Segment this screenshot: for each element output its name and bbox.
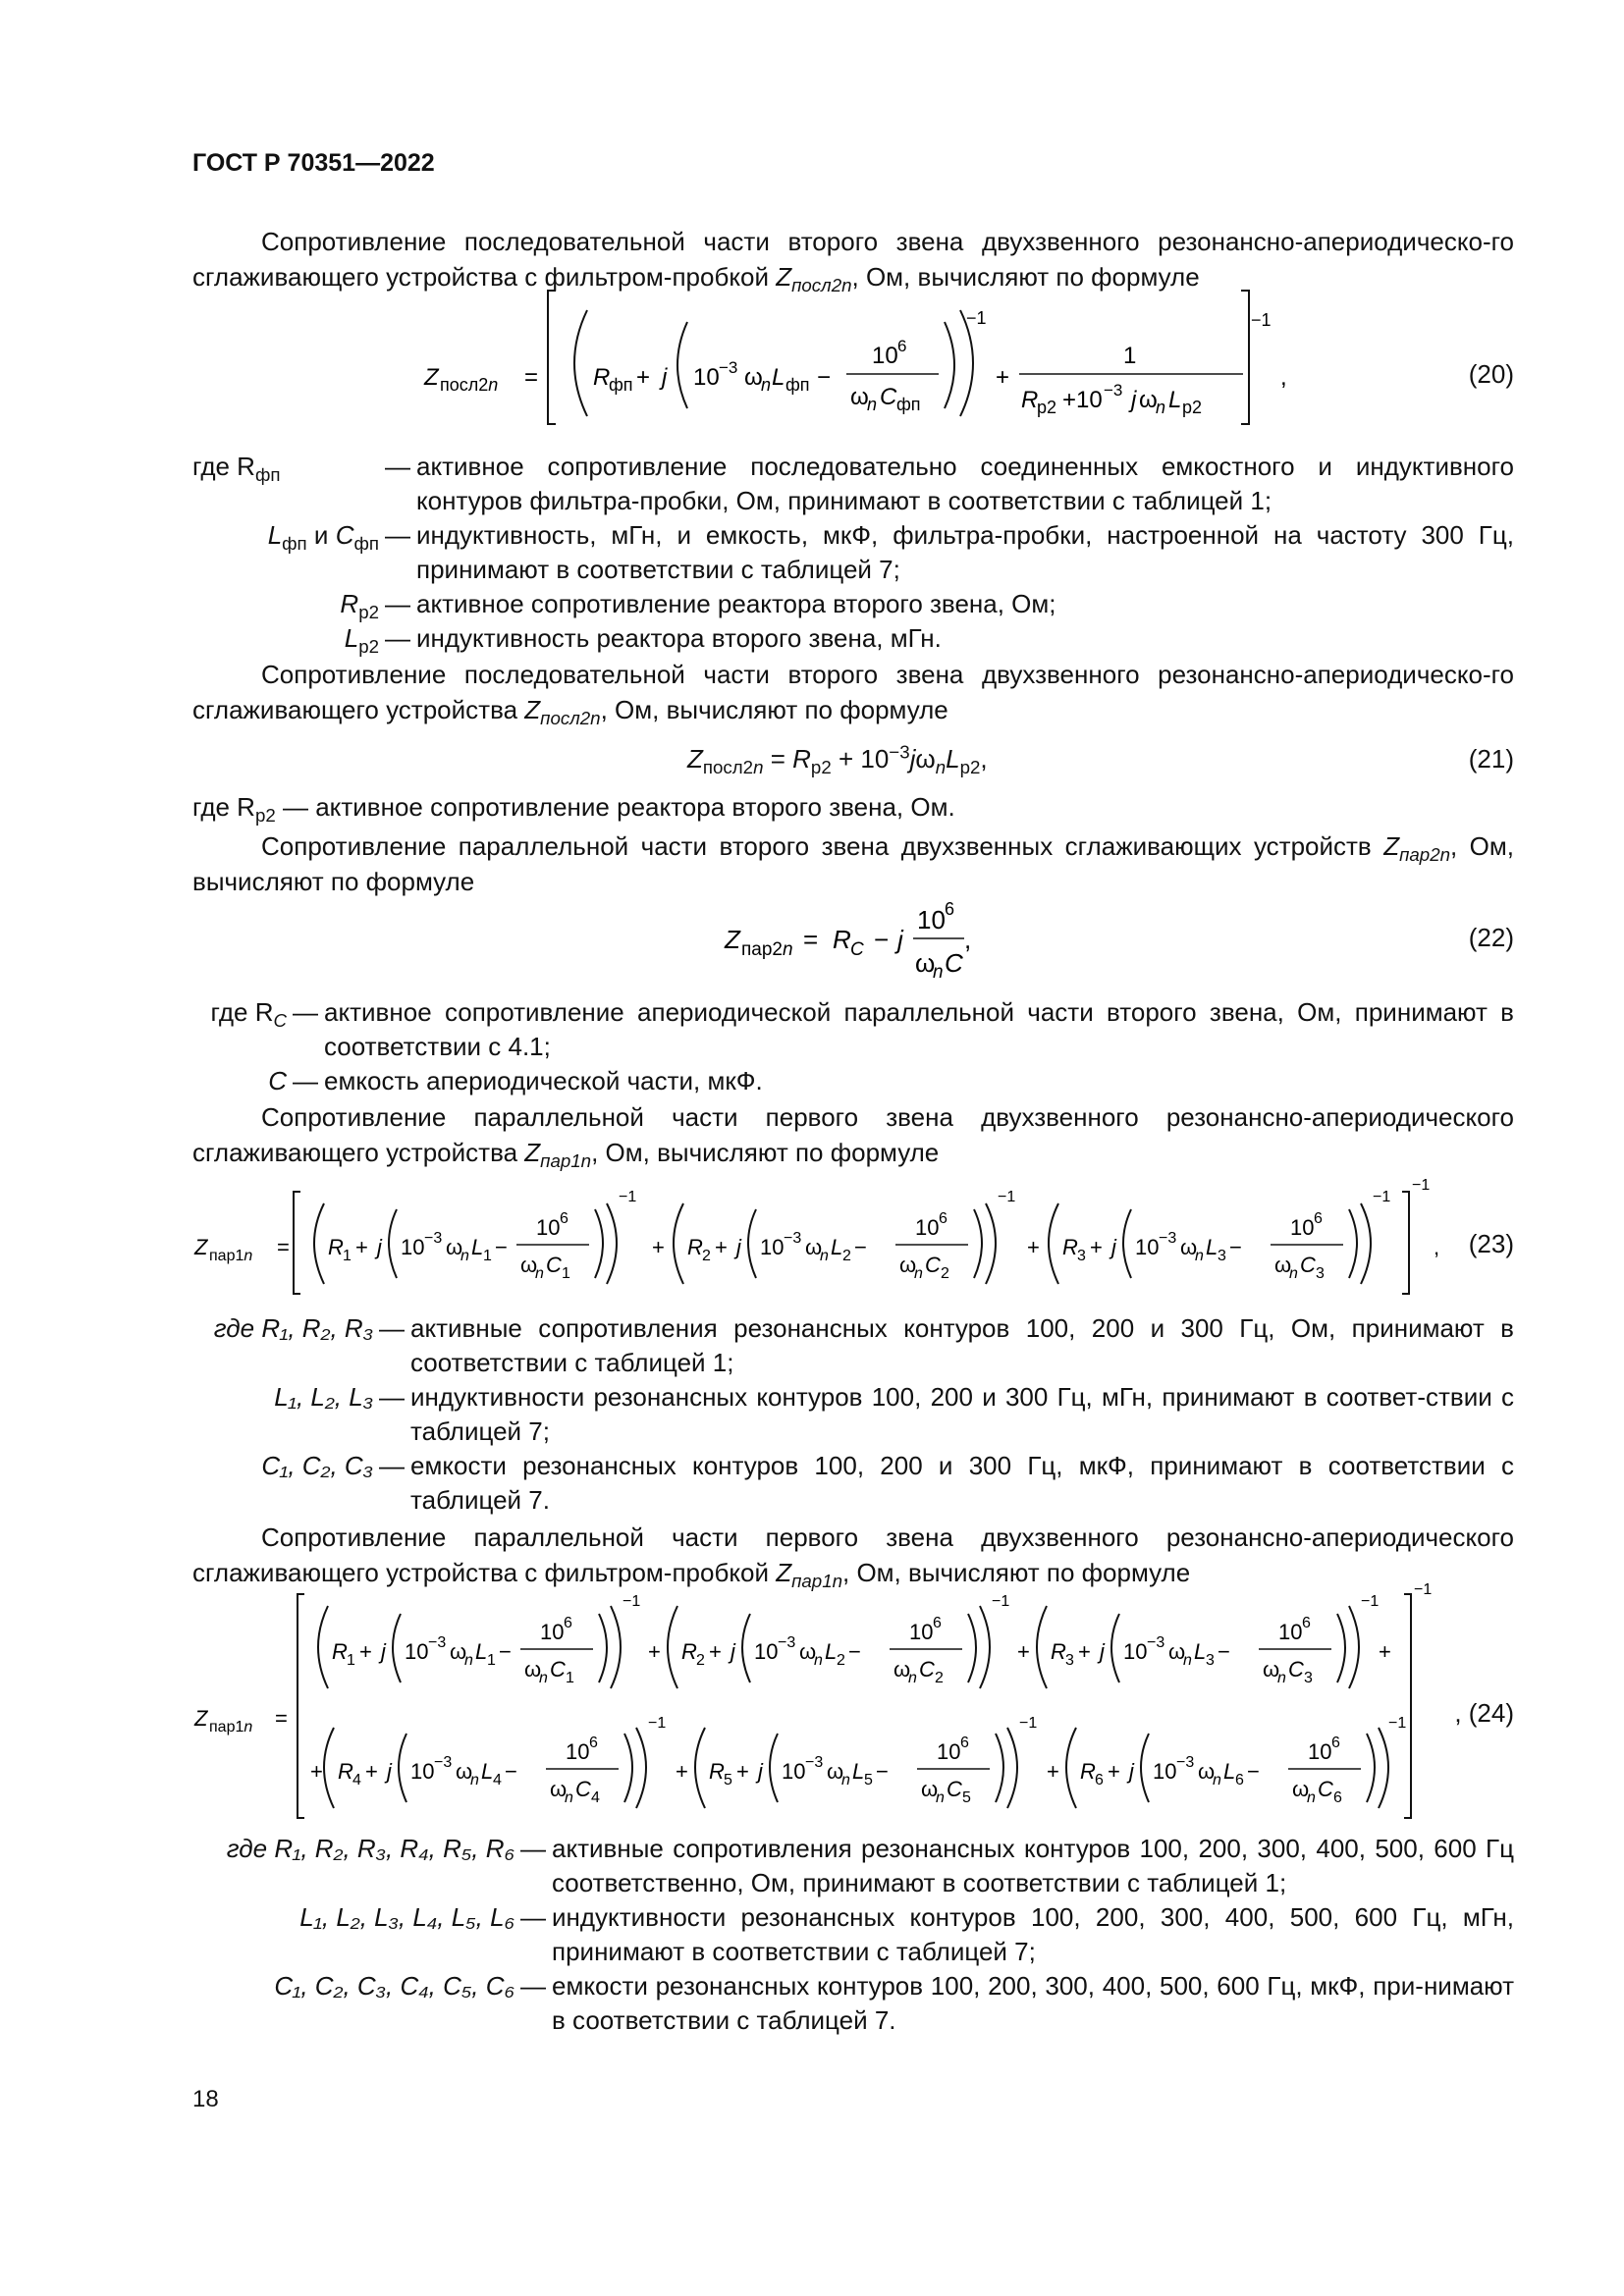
where-21-term-sub: р2 bbox=[254, 805, 276, 827]
svg-text:L: L bbox=[825, 1639, 838, 1664]
paragraph-3-text: Сопротивление параллельной части второго звена двухзвенных сглаживающих устройств bbox=[261, 831, 1384, 861]
svg-text:C: C bbox=[1288, 1657, 1304, 1682]
svg-text:Z: Z bbox=[194, 1706, 208, 1731]
svg-text:+: + bbox=[310, 1759, 323, 1784]
svg-text:+: + bbox=[636, 364, 651, 391]
paragraph-1-tail: , Ом, вычисляют по формуле bbox=[851, 262, 1200, 292]
svg-text:L: L bbox=[481, 1759, 494, 1784]
svg-text:n: n bbox=[535, 1265, 544, 1282]
svg-text:+: + bbox=[1017, 1639, 1030, 1664]
svg-text:j: j bbox=[1100, 1639, 1105, 1664]
svg-text:n: n bbox=[867, 395, 878, 414]
svg-text:+: + bbox=[648, 1639, 661, 1664]
svg-text:−: − bbox=[1247, 1759, 1260, 1784]
svg-text:1: 1 bbox=[566, 1670, 574, 1686]
svg-text:6: 6 bbox=[933, 1615, 942, 1631]
svg-text:C: C bbox=[919, 1657, 935, 1682]
svg-text:−1: −1 bbox=[966, 308, 987, 328]
svg-text:6: 6 bbox=[1095, 1772, 1104, 1789]
svg-text:L: L bbox=[831, 1235, 843, 1259]
svg-text:n: n bbox=[814, 1652, 823, 1669]
svg-text:−1: −1 bbox=[1251, 310, 1272, 330]
page-number: 18 bbox=[192, 2086, 219, 2112]
svg-text:3: 3 bbox=[1065, 1652, 1074, 1669]
paragraph-1-text: Сопротивление последовательной части второго звена двухзвенного резонансно-апериодическо-го сглаживающего устройства с фильтром-пробкой bbox=[192, 227, 1514, 292]
svg-text:−3: −3 bbox=[805, 1754, 824, 1771]
equation-23-number: (23) bbox=[1468, 1229, 1514, 1258]
where-22-desc-1: активное сопротивление апериодической параллельной части второго звена, Ом, принимают в соответствии с 4.1; bbox=[324, 997, 1514, 1061]
paragraph-2-symbol: Z bbox=[524, 695, 541, 724]
svg-text:C: C bbox=[925, 1253, 941, 1277]
svg-text:10: 10 bbox=[405, 1639, 429, 1664]
svg-text:−: − bbox=[874, 925, 890, 954]
svg-text:ω: ω bbox=[550, 1777, 568, 1801]
svg-text:=: = bbox=[275, 1706, 288, 1731]
em-dash: — bbox=[385, 452, 410, 481]
svg-text:−1: −1 bbox=[1388, 1715, 1407, 1732]
em-dash: — bbox=[379, 1451, 405, 1480]
svg-text:2: 2 bbox=[696, 1652, 705, 1669]
svg-text:6: 6 bbox=[939, 1210, 947, 1227]
svg-text:−1: −1 bbox=[619, 1189, 637, 1205]
svg-text:6: 6 bbox=[897, 337, 907, 355]
svg-text:1: 1 bbox=[487, 1652, 496, 1669]
svg-text:n: n bbox=[1195, 1248, 1204, 1264]
svg-text:C: C bbox=[1318, 1777, 1333, 1801]
svg-text:3: 3 bbox=[1218, 1248, 1226, 1264]
svg-text:n: n bbox=[936, 1789, 945, 1806]
svg-text:L: L bbox=[471, 1235, 484, 1259]
svg-text:−3: −3 bbox=[1147, 1634, 1165, 1651]
svg-text:R: R bbox=[1080, 1759, 1096, 1784]
svg-text:+: + bbox=[365, 1759, 378, 1784]
paragraph-1-symbol-sub: посл2n bbox=[791, 275, 852, 296]
svg-text:2: 2 bbox=[702, 1248, 711, 1264]
svg-text:=: = bbox=[803, 925, 819, 954]
em-dash: — bbox=[520, 1971, 546, 2001]
svg-text:10: 10 bbox=[754, 1639, 779, 1664]
svg-text:1: 1 bbox=[483, 1248, 492, 1264]
svg-text:n: n bbox=[933, 962, 944, 983]
paragraph-5-text: Сопротивление параллельной части первого звена двухзвенного резонансно-апериодического сглаживающего устройства с фильтром-пробкой bbox=[192, 1522, 1514, 1587]
svg-text:ω: ω bbox=[744, 364, 763, 391]
svg-text:+: + bbox=[355, 1235, 368, 1259]
svg-text:=: = bbox=[524, 364, 539, 391]
paragraph-4-symbol-sub: пар1n bbox=[540, 1150, 592, 1172]
svg-text:−: − bbox=[854, 1235, 867, 1259]
svg-text:L: L bbox=[1168, 387, 1182, 413]
where-20-term-2: $L_{фп}$ и $C_{фп}$ bbox=[267, 520, 379, 555]
paragraph-5-symbol: Z bbox=[776, 1558, 792, 1587]
svg-text:R: R bbox=[833, 925, 851, 954]
svg-text:10: 10 bbox=[915, 1215, 940, 1240]
svg-text:−: − bbox=[505, 1759, 517, 1784]
svg-text:2: 2 bbox=[935, 1670, 944, 1686]
svg-text:+: + bbox=[1027, 1235, 1040, 1259]
paragraph-2-symbol-sub: посл2n bbox=[540, 708, 601, 729]
svg-text:10: 10 bbox=[1153, 1759, 1177, 1784]
svg-text:10: 10 bbox=[540, 1620, 565, 1644]
svg-text:1: 1 bbox=[343, 1248, 352, 1264]
svg-text:ω: ω bbox=[456, 1759, 473, 1784]
svg-text:=: = bbox=[277, 1235, 290, 1259]
where-23-term-3: C₁, C₂, C₃ bbox=[261, 1451, 373, 1480]
svg-text:−: − bbox=[876, 1759, 889, 1784]
svg-text:−3: −3 bbox=[1176, 1754, 1195, 1771]
svg-text:j: j bbox=[377, 1235, 382, 1259]
em-dash: — bbox=[520, 1834, 546, 1863]
paragraph-4-text: Сопротивление параллельной части первого звена двухзвенного резонансно-апериодического сглаживающего устройства bbox=[192, 1102, 1514, 1167]
where-24-term-2: L₁, L₂, L₃, L₄, L₅, L₆ bbox=[299, 1902, 514, 1932]
svg-text:C: C bbox=[1300, 1253, 1316, 1277]
svg-text:C: C bbox=[947, 1777, 962, 1801]
svg-text:ω: ω bbox=[1292, 1777, 1310, 1801]
svg-text:6: 6 bbox=[1333, 1789, 1342, 1806]
svg-text:10: 10 bbox=[1135, 1235, 1160, 1259]
svg-text:ω: ω bbox=[899, 1253, 917, 1277]
svg-text:+: + bbox=[1379, 1639, 1391, 1664]
where-22-desc-2: емкость апериодической части, мкФ. bbox=[324, 1066, 763, 1095]
svg-text:10: 10 bbox=[917, 905, 946, 934]
svg-text:−: − bbox=[848, 1639, 861, 1664]
svg-text:5: 5 bbox=[962, 1789, 971, 1806]
where-20-term-3: $R_{р2}$ bbox=[340, 589, 379, 623]
svg-text:n: n bbox=[1289, 1265, 1298, 1282]
where-24-desc-3: емкости резонансных контуров 100, 200, 300, 400, 500, 600 Гц, мкФ, при-нимают в соответствии с таблицей 7. bbox=[552, 1971, 1514, 2035]
svg-text:ω: ω bbox=[850, 384, 869, 410]
svg-text:,: , bbox=[964, 925, 972, 954]
where-23-term-2: L₁, L₂, L₃ bbox=[274, 1382, 373, 1412]
svg-text:n: n bbox=[841, 1772, 850, 1789]
svg-text:ω: ω bbox=[450, 1639, 467, 1664]
svg-text:посл2n: посл2n bbox=[440, 375, 499, 395]
paragraph-2-text: Сопротивление последовательной части второго звена двухзвенного резонансно-апериодическо-го сглаживающего устройства bbox=[192, 660, 1514, 724]
paragraph-2-tail: , Ом, вычисляют по формуле bbox=[600, 695, 948, 724]
svg-text:ω: ω bbox=[805, 1235, 823, 1259]
paragraph-4-symbol: Z bbox=[524, 1138, 541, 1167]
svg-text:L: L bbox=[852, 1759, 865, 1784]
paragraph-5-tail: , Ом, вычисляют по формуле bbox=[842, 1558, 1191, 1587]
where-24-term-3: C₁, C₂, C₃, C₄, C₅, C₆ bbox=[274, 1971, 514, 2001]
svg-text:10: 10 bbox=[1123, 1639, 1148, 1664]
svg-text:пар2n: пар2n bbox=[741, 939, 793, 960]
svg-text:−3: −3 bbox=[1104, 381, 1123, 400]
svg-text:3: 3 bbox=[1206, 1652, 1215, 1669]
svg-text:n: n bbox=[820, 1248, 829, 1264]
svg-text:10: 10 bbox=[566, 1739, 590, 1764]
svg-text:Z: Z bbox=[424, 364, 439, 391]
svg-text:10: 10 bbox=[760, 1235, 785, 1259]
svg-text:10: 10 bbox=[401, 1235, 425, 1259]
svg-text:ω: ω bbox=[1168, 1639, 1186, 1664]
svg-text:−3: −3 bbox=[778, 1634, 796, 1651]
svg-text:−3: −3 bbox=[719, 358, 738, 377]
svg-text:3: 3 bbox=[1316, 1265, 1325, 1282]
svg-text:R: R bbox=[593, 364, 611, 391]
em-dash: — bbox=[385, 623, 410, 653]
svg-text:n: n bbox=[1307, 1789, 1316, 1806]
svg-text:C: C bbox=[850, 939, 864, 960]
svg-text:р2: р2 bbox=[1037, 398, 1057, 417]
svg-text:1: 1 bbox=[562, 1265, 570, 1282]
svg-text:n: n bbox=[460, 1248, 469, 1264]
svg-text:+: + bbox=[715, 1235, 728, 1259]
svg-text:j: j bbox=[387, 1759, 392, 1784]
svg-text:−: − bbox=[1218, 1639, 1230, 1664]
where-21-desc: — активное сопротивление реактора второго звена, Ом. bbox=[275, 792, 955, 822]
where-20-desc-2: индуктивность, мГн, и емкость, мкФ, фильтра-пробки, настроенной на частоту 300 Гц, принимают в соответствии с таблицей 7; bbox=[416, 520, 1514, 584]
where-20-term-4: $L_{р2}$ bbox=[344, 623, 379, 658]
svg-text:фп: фп bbox=[785, 375, 810, 395]
svg-text:ω: ω bbox=[799, 1639, 817, 1664]
em-dash: — bbox=[520, 1902, 546, 1932]
svg-text:n: n bbox=[539, 1670, 548, 1686]
svg-text:10: 10 bbox=[872, 343, 898, 369]
svg-text:n: n bbox=[470, 1772, 479, 1789]
paragraph-5-symbol-sub: пар1n bbox=[791, 1571, 843, 1592]
svg-text:ω: ω bbox=[1198, 1759, 1216, 1784]
svg-text:j: j bbox=[897, 925, 903, 954]
svg-text:6: 6 bbox=[560, 1210, 568, 1227]
svg-text:ω: ω bbox=[921, 1777, 939, 1801]
where-23-term-1: где R₁, R₂, R₃ bbox=[213, 1313, 373, 1343]
where-22-term-2: C bbox=[268, 1066, 287, 1095]
svg-text:L: L bbox=[1194, 1639, 1207, 1664]
svg-text:−3: −3 bbox=[424, 1230, 443, 1247]
svg-text:10: 10 bbox=[1308, 1739, 1332, 1764]
svg-text:j: j bbox=[731, 1639, 735, 1664]
svg-text:R: R bbox=[1051, 1639, 1066, 1664]
svg-text:R: R bbox=[681, 1639, 697, 1664]
svg-text:6: 6 bbox=[564, 1615, 572, 1631]
equation-22-number: (22) bbox=[1468, 923, 1514, 952]
svg-text:+: + bbox=[1090, 1235, 1103, 1259]
svg-text:10: 10 bbox=[1290, 1215, 1315, 1240]
paragraph-3-symbol: Z bbox=[1383, 831, 1400, 861]
equation-20-number: (20) bbox=[1468, 359, 1514, 389]
svg-text:n: n bbox=[565, 1789, 573, 1806]
svg-text:+: + bbox=[1078, 1639, 1091, 1664]
svg-text:ω: ω bbox=[446, 1235, 463, 1259]
em-dash: — bbox=[379, 1382, 405, 1412]
svg-text:+10: +10 bbox=[1062, 387, 1103, 413]
svg-text:6: 6 bbox=[589, 1735, 598, 1751]
equation-21-number: (21) bbox=[1468, 744, 1514, 774]
svg-text:4: 4 bbox=[591, 1789, 600, 1806]
svg-text:10: 10 bbox=[1278, 1620, 1303, 1644]
svg-text:−1: −1 bbox=[1414, 1581, 1433, 1598]
where-23-desc-1: активные сопротивления резонансных контуров 100, 200 и 300 Гц, Ом, принимают в соответствии с таблицей 1; bbox=[410, 1313, 1514, 1377]
svg-text:n: n bbox=[914, 1265, 923, 1282]
where-20-term-1: где $R_{фп}$ bbox=[192, 452, 281, 486]
svg-text:R: R bbox=[328, 1235, 344, 1259]
paragraph-4-tail: , Ом, вычисляют по формуле bbox=[591, 1138, 940, 1167]
em-dash: — bbox=[293, 997, 318, 1027]
paragraph-3-symbol-sub: пар2n bbox=[1399, 844, 1450, 866]
equation-24-number: , (24) bbox=[1454, 1698, 1514, 1728]
svg-text:+: + bbox=[676, 1759, 688, 1784]
svg-text:j: j bbox=[1131, 387, 1137, 413]
svg-text:2: 2 bbox=[837, 1652, 845, 1669]
svg-text:−1: −1 bbox=[1019, 1715, 1038, 1732]
svg-text:6: 6 bbox=[1235, 1772, 1244, 1789]
svg-text:Z: Z bbox=[194, 1235, 208, 1259]
svg-text:n: n bbox=[1183, 1652, 1192, 1669]
em-dash: — bbox=[385, 589, 410, 618]
svg-text:C: C bbox=[880, 384, 897, 410]
svg-text:+: + bbox=[996, 364, 1010, 391]
svg-text:j: j bbox=[381, 1639, 386, 1664]
em-dash: — bbox=[293, 1066, 318, 1095]
svg-text:6: 6 bbox=[945, 899, 955, 919]
svg-text:+: + bbox=[652, 1235, 665, 1259]
where-20-desc-4: индуктивность реактора второго звена, мГн. bbox=[416, 623, 942, 653]
svg-text:пар1n: пар1n bbox=[209, 1248, 253, 1264]
svg-text:n: n bbox=[1213, 1772, 1221, 1789]
where-22-term-1: где $R_C$ bbox=[210, 997, 287, 1032]
paragraph-3-tail: , Ом, вычисляют по формуле bbox=[192, 831, 1514, 896]
svg-text:1: 1 bbox=[347, 1652, 355, 1669]
where-24-row-1 bbox=[192, 1832, 1514, 1900]
svg-text:−1: −1 bbox=[998, 1189, 1016, 1205]
where-20-desc-1: активное сопротивление последовательно соединенных емкостного и индуктивного контуров фильтра-пробки, Ом, принимают в соответствии с таблицей 1; bbox=[416, 452, 1514, 515]
svg-text:L: L bbox=[772, 364, 785, 391]
svg-text:R: R bbox=[709, 1759, 725, 1784]
svg-text:−3: −3 bbox=[784, 1230, 802, 1247]
svg-text:10: 10 bbox=[782, 1759, 806, 1784]
svg-text:R: R bbox=[1062, 1235, 1078, 1259]
where-24-row-3 bbox=[192, 1969, 1514, 2038]
svg-text:C: C bbox=[575, 1777, 591, 1801]
svg-text:ω: ω bbox=[893, 1657, 911, 1682]
svg-text:6: 6 bbox=[1314, 1210, 1323, 1227]
svg-text:2: 2 bbox=[941, 1265, 949, 1282]
svg-text:ω: ω bbox=[827, 1759, 844, 1784]
svg-text:ω: ω bbox=[520, 1253, 538, 1277]
svg-text:−: − bbox=[495, 1235, 508, 1259]
svg-text:j: j bbox=[758, 1759, 763, 1784]
document-header: ГОСТ Р 70351—2022 bbox=[192, 149, 435, 177]
svg-text:n: n bbox=[464, 1652, 473, 1669]
svg-text:j: j bbox=[662, 364, 668, 391]
svg-text:+: + bbox=[736, 1759, 749, 1784]
svg-text:C: C bbox=[945, 948, 963, 978]
svg-text:6: 6 bbox=[960, 1735, 969, 1751]
svg-text:−3: −3 bbox=[434, 1754, 453, 1771]
where-23-desc-3: емкости резонансных контуров 100, 200 и 300 Гц, мкФ, принимают в соответствии с таблицей 7. bbox=[410, 1451, 1514, 1515]
svg-text:р2: р2 bbox=[1182, 398, 1203, 417]
svg-text:фп: фп bbox=[609, 375, 633, 395]
svg-text:10: 10 bbox=[909, 1620, 934, 1644]
svg-text:10: 10 bbox=[536, 1215, 561, 1240]
em-dash: — bbox=[385, 520, 410, 550]
svg-text:пар1n: пар1n bbox=[209, 1719, 253, 1735]
svg-text:−1: −1 bbox=[992, 1593, 1010, 1610]
svg-text:−1: −1 bbox=[1412, 1177, 1431, 1194]
svg-text:−1: −1 bbox=[648, 1715, 667, 1732]
svg-text:ω: ω bbox=[915, 948, 936, 978]
formula-21: $Z_{посл2n} = R_{р2} + 10^{-3}j\omega_nL_{р2}$, bbox=[687, 741, 988, 778]
svg-text:C: C bbox=[550, 1657, 566, 1682]
where-20-desc-3: активное сопротивление реактора второго звена, Ом; bbox=[416, 589, 1056, 618]
svg-text:+: + bbox=[709, 1639, 722, 1664]
svg-text:ω: ω bbox=[524, 1657, 542, 1682]
svg-text:R: R bbox=[687, 1235, 703, 1259]
paragraph-1-symbol: Z bbox=[776, 262, 792, 292]
svg-text:−1: −1 bbox=[1373, 1189, 1391, 1205]
svg-text:3: 3 bbox=[1304, 1670, 1313, 1686]
svg-text:6: 6 bbox=[1302, 1615, 1311, 1631]
svg-text:+: + bbox=[1047, 1759, 1059, 1784]
svg-text:L: L bbox=[1206, 1235, 1218, 1259]
svg-text:n: n bbox=[908, 1670, 917, 1686]
where-21-term: где R bbox=[192, 792, 255, 822]
svg-text:ω: ω bbox=[1263, 1657, 1280, 1682]
svg-text:2: 2 bbox=[842, 1248, 851, 1264]
svg-text:,: , bbox=[1280, 364, 1287, 391]
svg-text:L: L bbox=[475, 1639, 488, 1664]
svg-text:R: R bbox=[332, 1639, 348, 1664]
where-24-desc-1: активные сопротивления резонансных контуров 100, 200, 300, 400, 500, 600 Гц соответственно, Ом, принимают в соответствии с таблицей 1; bbox=[552, 1834, 1514, 1897]
svg-text:R: R bbox=[338, 1759, 353, 1784]
svg-text:ω: ω bbox=[1139, 387, 1158, 413]
svg-text:ω: ω bbox=[1180, 1235, 1198, 1259]
svg-text:n: n bbox=[761, 375, 772, 395]
svg-text:−1: −1 bbox=[1361, 1593, 1380, 1610]
svg-text:6: 6 bbox=[1331, 1735, 1340, 1751]
svg-text:−: − bbox=[499, 1639, 512, 1664]
svg-text:4: 4 bbox=[493, 1772, 502, 1789]
svg-text:−1: −1 bbox=[623, 1593, 641, 1610]
svg-text:n: n bbox=[1277, 1670, 1286, 1686]
where-24-term-1: где R₁, R₂, R₃, R₄, R₅, R₆ bbox=[226, 1834, 514, 1863]
svg-text:+: + bbox=[1108, 1759, 1120, 1784]
svg-text:R: R bbox=[1021, 387, 1039, 413]
svg-text:ω: ω bbox=[1274, 1253, 1292, 1277]
svg-text:j: j bbox=[1111, 1235, 1116, 1259]
svg-text:+: + bbox=[359, 1639, 372, 1664]
where-23-desc-2: индуктивности резонансных контуров 100, 200 и 300 Гц, мГн, принимают в соответ-ствии с таблицей 7; bbox=[410, 1382, 1514, 1446]
svg-text:5: 5 bbox=[864, 1772, 873, 1789]
where-24-row-2 bbox=[192, 1900, 1514, 1969]
svg-text:,: , bbox=[1434, 1235, 1440, 1259]
svg-text:−: − bbox=[1229, 1235, 1242, 1259]
where-24-desc-2: индуктивности резонансных контуров 100, 200, 300, 400, 500, 600 Гц, мГн, принимают в соответствии с таблицей 7; bbox=[552, 1902, 1514, 1966]
svg-text:n: n bbox=[1156, 398, 1166, 417]
svg-text:5: 5 bbox=[724, 1772, 732, 1789]
svg-text:−3: −3 bbox=[1159, 1230, 1177, 1247]
svg-text:L: L bbox=[1223, 1759, 1236, 1784]
svg-text:10: 10 bbox=[410, 1759, 435, 1784]
svg-text:1: 1 bbox=[1123, 343, 1137, 369]
svg-text:10: 10 bbox=[693, 364, 720, 391]
svg-text:Z: Z bbox=[725, 925, 740, 954]
svg-text:j: j bbox=[736, 1235, 741, 1259]
svg-text:C: C bbox=[546, 1253, 562, 1277]
svg-text:−3: −3 bbox=[428, 1634, 447, 1651]
svg-text:10: 10 bbox=[937, 1739, 961, 1764]
svg-text:фп: фп bbox=[896, 395, 921, 414]
svg-text:j: j bbox=[1129, 1759, 1134, 1784]
svg-text:3: 3 bbox=[1077, 1248, 1086, 1264]
svg-text:−: − bbox=[817, 364, 832, 391]
em-dash: — bbox=[379, 1313, 405, 1343]
svg-text:4: 4 bbox=[352, 1772, 361, 1789]
